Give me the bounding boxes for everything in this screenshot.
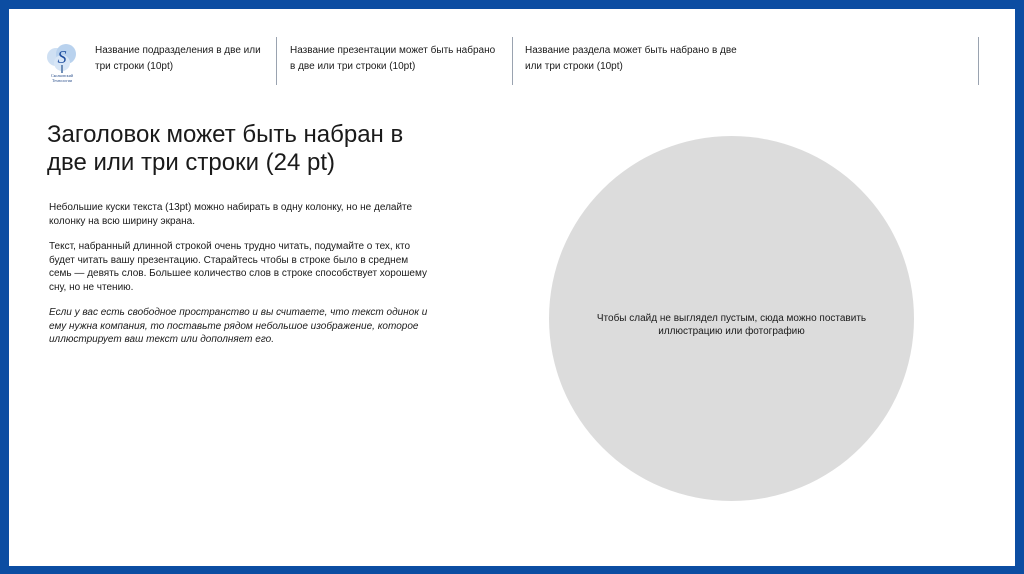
body-paragraph-italic: Если у вас есть свободное пространство и вы считаете, что текст одинок и ему нужна компания, то поставьте рядом небольшое изображение, которое иллюстрирует ваш текст или дополняет его.: [49, 307, 428, 345]
section-name: Название раздела может быть набрано в две или три строки (10pt): [525, 45, 737, 72]
logo-caption-line2: Технологии: [51, 78, 73, 83]
header-divider: [512, 37, 513, 85]
logo: [42, 43, 82, 93]
body-text: [49, 201, 429, 359]
header-divider: [978, 37, 979, 85]
image-placeholder[interactable]: [549, 136, 914, 501]
logo-letter: S: [57, 47, 67, 67]
division-name: Название подразделения в две или три строки (10pt): [95, 45, 261, 72]
logo-caption: [42, 73, 82, 83]
logo-caption-line1: Сколковский: [51, 73, 73, 78]
logo-tree-icon: [42, 43, 82, 75]
slide-title: Заголовок может быть набран в две или три строки (24 pt): [47, 121, 404, 176]
placeholder-text: Чтобы слайд не выглядел пустым, сюда можно поставить иллюстрацию или фотографию: [596, 313, 867, 337]
body-paragraph: Небольшие куски текста (13pt) можно набирать в одну колонку, но не делайте колонку на всю ширину экрана.: [49, 202, 413, 227]
body-paragraph: Текст, набранный длинной строкой очень трудно читать, подумайте о тех, кто будет читать вашу презентацию. Старайтесь чтобы в строке было в среднем семь — девять слов. Большее количество слов в строке способствует хорошему сну, но не чтению.: [49, 241, 427, 293]
slide: [9, 9, 1015, 566]
header-divider: [276, 37, 277, 85]
presentation-name: Название презентации может быть набрано в две или три строки (10pt): [290, 45, 496, 72]
